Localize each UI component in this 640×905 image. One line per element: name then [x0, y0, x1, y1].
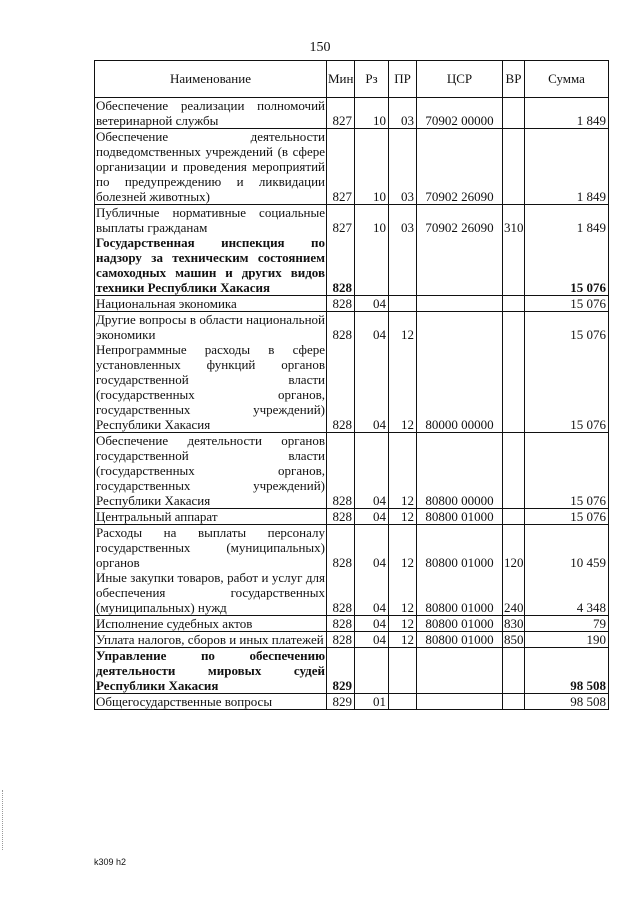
cell-rz: 04: [355, 342, 389, 433]
cell-csr: 80800 01000: [417, 570, 503, 616]
cell-csr: 80800 01000: [417, 525, 503, 571]
cell-name: Обеспечение реализации полномочий ветеринарной службы: [96, 98, 325, 128]
cell-csr: [417, 312, 503, 343]
budget-table: [94, 60, 609, 710]
cell-vr: [503, 342, 525, 433]
cell-rz: 04: [355, 509, 389, 525]
cell-rz: 04: [355, 296, 389, 312]
cell-sum: 1 849: [525, 98, 609, 129]
table-row: [95, 632, 609, 648]
cell-vr: [503, 312, 525, 343]
header-pr: ПР: [389, 61, 417, 98]
cell-csr: [417, 694, 503, 710]
cell-sum: 15 076: [525, 433, 609, 509]
cell-name: Обеспечение деятельности органов государственной власти (государственных органов, государственных учреждений) Республики Хакасия: [96, 433, 325, 508]
table-row: [95, 312, 609, 343]
table-row: [95, 129, 609, 205]
cell-vr: 830: [504, 616, 524, 631]
cell-sum: 10 459: [525, 525, 609, 571]
cell-csr: 80800 01000: [417, 509, 503, 525]
table-row: [95, 296, 609, 312]
cell-name: Уплата налогов, сборов и иных платежей: [95, 632, 327, 648]
cell-pr: 12: [389, 525, 417, 571]
page-number: 150: [309, 40, 331, 55]
cell-vr: [503, 648, 525, 694]
cell-name: Общегосударственные вопросы: [95, 694, 327, 710]
cell-name: Управление по обеспечению деятельности мировых судей Республики Хакасия: [96, 648, 325, 693]
cell-csr: 80800 01000: [417, 632, 503, 648]
cell-min: 828: [327, 616, 355, 632]
cell-vr: 850: [504, 632, 524, 647]
cell-min: 828: [327, 312, 355, 343]
cell-pr: [389, 694, 417, 710]
header-sum: Сумма: [525, 61, 609, 98]
cell-sum: 15 076: [525, 235, 609, 296]
table-row: [95, 98, 609, 129]
cell-name: Расходы на выплаты персоналу государственных (муниципальных) органов: [96, 525, 325, 570]
cell-csr: 80800 00000: [417, 433, 503, 509]
cell-name: Обеспечение деятельности подведомственных учреждений (в сфере организации и проведения мероприятий по предупреждению и ликвидации болезней животных): [96, 129, 325, 204]
cell-name: Центральный аппарат: [95, 509, 327, 525]
cell-csr: 70902 26090: [417, 129, 503, 205]
scan-edge-mark: [2, 790, 4, 850]
cell-pr: 03: [389, 129, 417, 205]
cell-rz: 10: [355, 205, 389, 236]
table-row: [95, 433, 609, 509]
cell-pr: 12: [389, 632, 417, 648]
table-row: [95, 694, 609, 710]
cell-min: 828: [327, 570, 355, 616]
header-name: Наименование: [95, 61, 327, 98]
cell-pr: 03: [389, 205, 417, 236]
cell-vr: [503, 98, 525, 129]
cell-sum: 4 348: [525, 570, 609, 616]
cell-vr: [503, 235, 525, 296]
cell-sum: 79: [525, 616, 609, 632]
cell-sum: 1 849: [525, 205, 609, 236]
footer-code: k309 h2: [94, 857, 127, 867]
cell-sum: 98 508: [525, 648, 609, 694]
table-row: [95, 648, 609, 694]
cell-min: 828: [327, 433, 355, 509]
cell-pr: [389, 648, 417, 694]
cell-csr: [417, 648, 503, 694]
cell-min: 829: [327, 694, 355, 710]
header-csr: ЦСР: [417, 61, 503, 98]
cell-vr: 310: [503, 205, 525, 236]
cell-csr: [417, 296, 503, 312]
cell-sum: 15 076: [525, 342, 609, 433]
cell-sum: 15 076: [525, 312, 609, 343]
cell-pr: 12: [389, 616, 417, 632]
cell-rz: 04: [355, 525, 389, 571]
cell-vr: 120: [503, 525, 525, 571]
cell-pr: 12: [389, 570, 417, 616]
cell-name: Национальная экономика: [95, 296, 327, 312]
cell-rz: 10: [355, 129, 389, 205]
header-vr: ВР: [503, 61, 525, 98]
cell-min: 828: [327, 632, 355, 648]
cell-vr: 240: [503, 570, 525, 616]
cell-rz: 01: [355, 694, 389, 710]
cell-rz: [355, 235, 389, 296]
cell-min: 828: [327, 296, 355, 312]
cell-rz: 04: [355, 616, 389, 632]
cell-rz: [355, 648, 389, 694]
cell-vr: [503, 129, 525, 205]
cell-vr: [503, 509, 525, 525]
cell-pr: 12: [389, 342, 417, 433]
table-row: [95, 235, 609, 296]
cell-name: Непрограммные расходы в сфере установленных функций органов государственной власти (государственных органов, государственных учреждений) Республики Хакасия: [96, 342, 325, 432]
cell-rz: 10: [355, 98, 389, 129]
cell-csr: 70902 00000: [417, 98, 503, 129]
table-body: [95, 98, 609, 710]
cell-vr: [503, 296, 525, 312]
cell-name: Исполнение судебных актов: [95, 616, 327, 632]
cell-min: 829: [327, 648, 355, 694]
cell-rz: 04: [355, 312, 389, 343]
table-row: [95, 525, 609, 571]
header-rz: Рз: [355, 61, 389, 98]
header-row: [95, 61, 609, 98]
cell-name: Публичные нормативные социальные выплаты гражданам: [96, 205, 325, 235]
cell-pr: 03: [389, 98, 417, 129]
cell-sum: 15 076: [525, 296, 609, 312]
cell-sum: 15 076: [525, 509, 609, 525]
cell-pr: 12: [389, 509, 417, 525]
cell-name: Другие вопросы в области национальной экономики: [96, 312, 325, 342]
cell-csr: 80800 01000: [417, 616, 503, 632]
table-row: [95, 616, 609, 632]
cell-sum: 190: [525, 632, 609, 648]
cell-min: 828: [327, 525, 355, 571]
cell-csr: [417, 235, 503, 296]
cell-pr: 12: [389, 433, 417, 509]
cell-rz: 04: [355, 570, 389, 616]
table-row: [95, 509, 609, 525]
cell-min: 828: [327, 235, 355, 296]
cell-vr: [503, 433, 525, 509]
table-row: [95, 205, 609, 236]
cell-name: Иные закупки товаров, работ и услуг для обеспечения государственных (муниципальных) нужд: [96, 570, 325, 615]
cell-csr: 70902 26090: [417, 205, 503, 236]
cell-csr: 80000 00000: [417, 342, 503, 433]
cell-min: 828: [327, 342, 355, 433]
cell-vr: [503, 694, 525, 710]
cell-rz: 04: [355, 632, 389, 648]
cell-pr: [389, 235, 417, 296]
header-min: Мин: [327, 61, 355, 98]
cell-min: 827: [327, 205, 355, 236]
cell-min: 827: [327, 129, 355, 205]
cell-min: 827: [327, 98, 355, 129]
cell-pr: [389, 296, 417, 312]
cell-name: Государственная инспекция по надзору за техническим состоянием самоходных машин и других видов техники Республики Хакасия: [96, 235, 325, 295]
cell-sum: 98 508: [525, 694, 609, 710]
cell-min: 828: [327, 509, 355, 525]
cell-pr: 12: [389, 312, 417, 343]
table-row: [95, 342, 609, 433]
cell-sum: 1 849: [525, 129, 609, 205]
table-row: [95, 570, 609, 616]
cell-rz: 04: [355, 433, 389, 509]
